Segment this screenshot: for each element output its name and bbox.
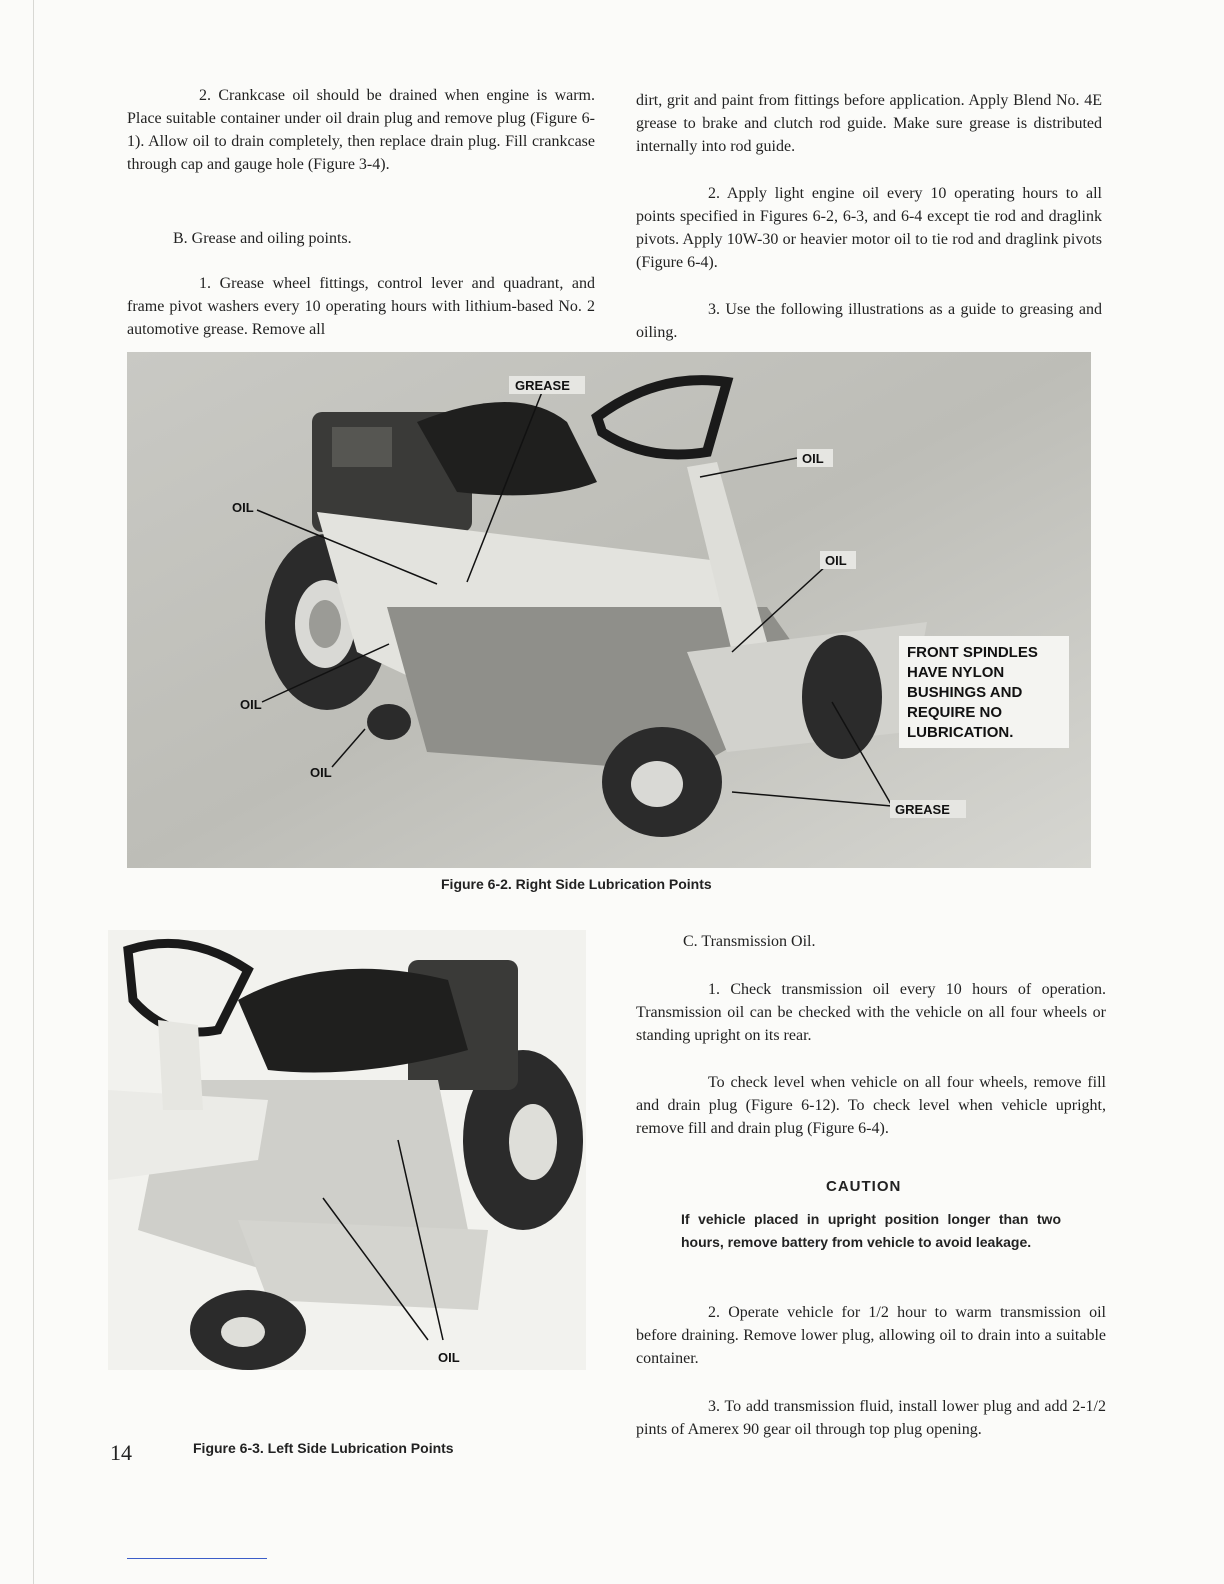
caption-figure-6-2: Figure 6-2. Right Side Lubrication Points [441, 876, 712, 892]
caution-text: If vehicle placed in upright position longer than two hours, remove battery from vehicle to avoid leakage. [681, 1211, 1061, 1250]
note-line-5: LUBRICATION. [907, 724, 1014, 741]
label-oil-lower-left: OIL [240, 697, 262, 712]
note-line-3: BUSHINGS AND [907, 684, 1023, 701]
note-line-2: HAVE NYLON [907, 664, 1005, 681]
label-oil-steering: OIL [802, 451, 824, 466]
paragraph-add-fluid: 3. To add transmission fluid, install lower plug and add 2-1/2 pints of Amerex 90 gear oil through top plug opening. [636, 1398, 1106, 1438]
page-edge-line [33, 0, 34, 1584]
paragraph-operate-vehicle: 2. Operate vehicle for 1/2 hour to warm transmission oil before draining. Remove lower plug, allowing oil to drain into a suitable container. [636, 1304, 1106, 1367]
label-oil-left: OIL [232, 500, 254, 515]
paragraph-use-illustrations: 3. Use the following illustrations as a guide to greasing and oiling. [636, 301, 1102, 341]
paragraph-grease-fittings: 1. Grease wheel fittings, control lever and quadrant, and frame pivot washers every 10 operating hours with lithium-based No. 2 automotive grease. Remove all [127, 275, 595, 338]
heading-grease-oiling-points: B. Grease and oiling points. [173, 230, 352, 247]
paragraph-grease-application: dirt, grit and paint from fittings before application. Apply Blend No. 4E grease to brake and clutch rod guide. Make sure grease is distributed internally into rod guide. [636, 92, 1102, 155]
paragraph-check-transmission: 1. Check transmission oil every 10 hours of operation. Transmission oil can be checked with the vehicle on all four wheels or standing upright on its rear. [636, 981, 1106, 1044]
note-line-4: REQUIRE NO [907, 704, 1003, 721]
caption-figure-6-3: Figure 6-3. Left Side Lubrication Points [193, 1440, 454, 1456]
caution-heading: CAUTION [826, 1178, 902, 1195]
label-grease-bottom: GREASE [895, 802, 950, 817]
figure-left-side-lubrication [108, 930, 586, 1370]
label-oil-left-side: OIL [438, 1350, 460, 1365]
paragraph-crankcase-drain: 2. Crankcase oil should be drained when engine is warm. Place suitable container under oil drain plug and remove plug (Figure 6-1). Allow oil to drain completely, then replace drain plug. Fill crankcase through cap and gauge hole (Figure 3-4). [127, 87, 595, 173]
bottom-rule [127, 1558, 267, 1559]
note-line-1: FRONT SPINDLES [907, 644, 1038, 661]
heading-transmission-oil: C. Transmission Oil. [683, 933, 816, 950]
page-number: 14 [110, 1440, 132, 1465]
label-oil-bottom: OIL [310, 765, 332, 780]
label-grease-top: GREASE [515, 378, 570, 393]
figure-right-side-lubrication [127, 352, 1091, 868]
label-oil-center: OIL [825, 553, 847, 568]
paragraph-check-level: To check level when vehicle on all four wheels, remove fill and drain plug (Figure 6-12). To check level when vehicle upright, remove fill and drain plug (Figure 6-4). [636, 1074, 1106, 1137]
paragraph-apply-engine-oil: 2. Apply light engine oil every 10 operating hours to all points specified in Figures 6-2, 6-3, and 6-4 except tie rod and draglink pivots. Apply 10W-30 or heavier motor oil to tie rod and draglink pivots (Figure 6-4). [636, 185, 1102, 271]
